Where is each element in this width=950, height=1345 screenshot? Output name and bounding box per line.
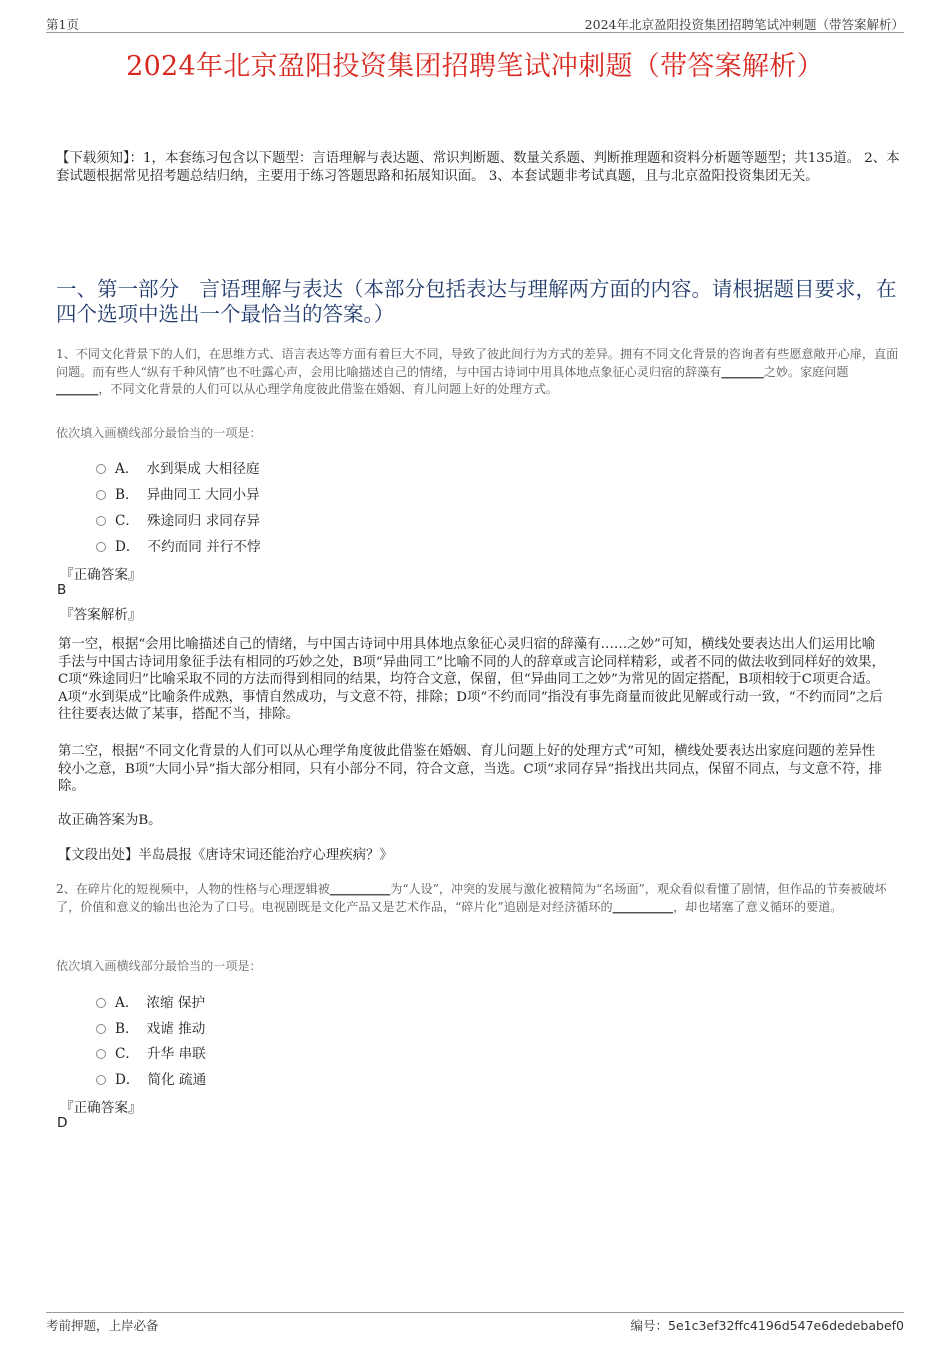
download-notice: 【下载须知】：1，本套练习包含以下题型：言语理解与表达题、常识判断题、数量关系题、判断推理题和资料分析题等题型；共135道。 2、本套试题根据常见招考题总结归纳，主要用于练习答题思路和拓展知识面。 3、本套试题非考试真题，且与北京盈阳投资集团无关。 [56,151,900,184]
q2-option-a[interactable]: A． 浓缩 保护 [96,991,205,1011]
q1-source: 【文段出处】半岛晨报《唐诗宋词还能治疗心理疾病？》 [58,848,393,863]
question-2-instruction: 依次填入画横线部分最恰当的一项是： [56,959,262,973]
q1-conclusion: 故正确答案为B。 [58,813,162,828]
q1-analysis-label: 『答案解析』 [60,607,142,623]
radio-icon[interactable] [96,464,106,474]
q2-option-d[interactable]: D． 简化 疏通 [96,1068,206,1088]
radio-icon[interactable] [96,998,106,1008]
q2-option-c[interactable]: C． 升华 串联 [96,1042,206,1062]
radio-icon[interactable] [96,490,106,500]
q1-option-b[interactable]: B． 异曲同工 大同小异 [96,483,260,503]
page-header [46,14,904,33]
q1-option-a[interactable]: A． 水到渠成 大相径庭 [96,457,260,477]
document-title: 2024年北京盈阳投资集团招聘笔试冲刺题（带答案解析） [126,51,824,82]
radio-icon[interactable] [96,1024,106,1034]
radio-icon[interactable] [96,1049,106,1059]
footer-code: 编号：5e1c3ef32ffc4196d547e6dedebabef0 [630,1318,904,1333]
q1-option-d[interactable]: D． 不约而同 并行不悖 [96,535,261,555]
q2-answer: D [57,1115,68,1131]
section-heading: 一、第一部分 言语理解与表达（本部分包括表达与理解两方面的内容。请根据题目要求，在四个选项中选出一个最恰当的答案。） [56,277,897,326]
blank-2: __________ [612,899,674,914]
header-doc-title: 2024年北京盈阳投资集团招聘笔试冲刺题（带答案解析） [584,17,904,32]
q1-option-c[interactable]: C． 殊途同归 求同存异 [96,509,260,529]
q1-analysis-paragraph-2: 第二空，根据“不同文化背景的人们可以从心理学角度彼此借鉴在婚姻、育儿问题上好的处理方式”可知，横线处要表达出家庭问题的差异性较小之意，B项“大同小异”指大部分相同，只有小部分不同，符合文意，当选。C项“求同存异”指找出共同点，保留不同点，与文意不符，排除。 [58,744,883,794]
radio-icon[interactable] [96,542,106,552]
radio-icon[interactable] [96,1075,106,1085]
radio-icon[interactable] [96,516,106,526]
footer-slogan: 考前押题，上岸必备 [46,1318,159,1333]
q1-answer: B [57,582,67,598]
question-1-stem: 1、不同文化背景下的人们，在思维方式、语言表达等方面有着巨大不同，导致了彼此间行为方式的差异。拥有不同文化背景的咨询者有些愿意敞开心扉，直面问题。而有些人“纵有千种风情”也不吐露心声，会用比喻描述自己的情绪，与中国古诗词中用具体地点象征心灵归宿的辞藻有_______之妙。家庭问题_______，不同文化背景的人们可以从心理学角度彼此借鉴在婚姻、育儿问题上好的处理方式。 [56,347,899,396]
q2-answer-label: 『正确答案』 [60,1100,142,1116]
blank-1: __________ [329,882,391,896]
question-1-instruction: 依次填入画横线部分最恰当的一项是： [56,426,262,440]
page-footer [46,1312,904,1335]
blank-2: _______ [56,382,99,396]
question-2-stem: 2、在碎片化的短视频中，人物的性格与心理逻辑被__________为“人设”，冲突的发展与激化被精简为“名场面”，观众看似看懂了剧情，但作品的节奏被破坏了，价值和意义的输出也沦为了口号。电视剧既是文化产品又是艺术作品，“碎片化”追剧是对经济循环的__________，却也堵塞了意义循环的要道。 [56,882,887,914]
page-number: 第1页 [46,17,79,32]
q2-option-b[interactable]: B． 戏谑 推动 [96,1017,205,1037]
q1-answer-label: 『正确答案』 [60,567,142,583]
blank-1: _______ [721,364,764,379]
q1-analysis-paragraph-1: 第一空，根据“会用比喻描述自己的情绪，与中国古诗词中用具体地点象征心灵归宿的辞藻有……之妙”可知，横线处要表达出人们运用比喻手法与中国古诗词用象征手法有相同的巧妙之处，B项“异曲同工”比喻不同的人的辞章或言论同样精彩，或者不同的做法收到同样好的效果，C项“殊途同归”比喻采取不同的方法而得到相同的结果，均符合文意，保留，但“异曲同工之妙”为常见的固定搭配，B项相较于C项更合适。A项“水到渠成”比喻条件成熟，事情自然成功，与文意不符，排除；D项“不约而同”指没有事先商量而彼此见解或行动一致，“不约而同”之后往往要表达做了某事，搭配不当，排除。 [58,637,885,722]
